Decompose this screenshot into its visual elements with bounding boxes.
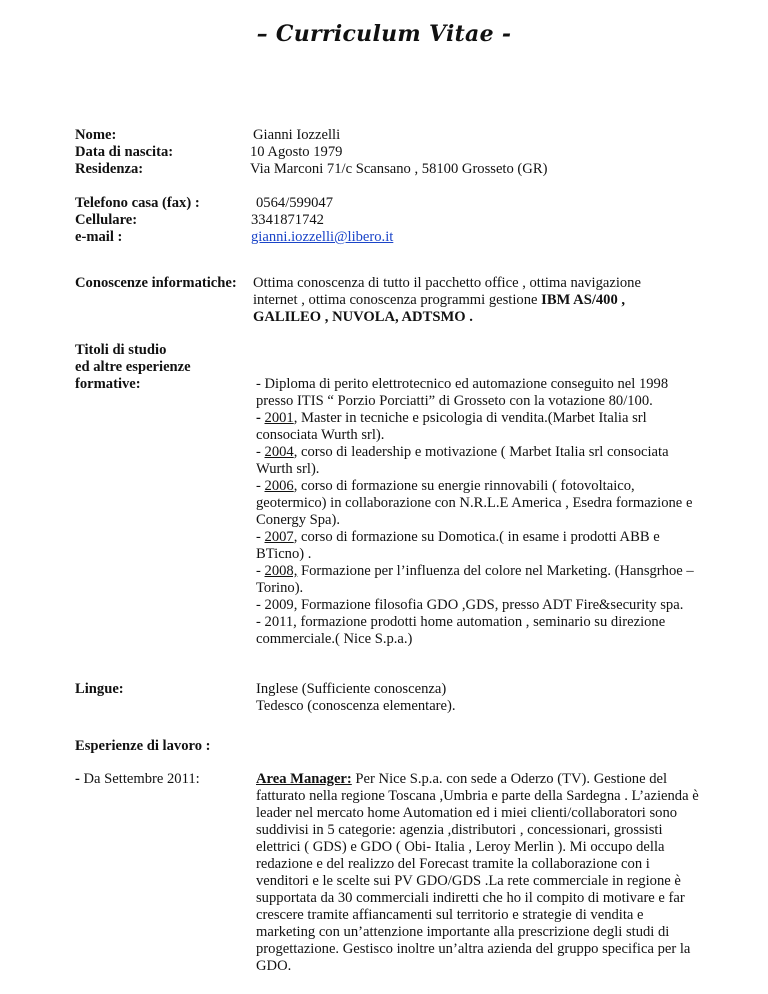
education-year: 2004 — [264, 444, 294, 460]
it-skills-line: Ottima conoscenza di tutto il pacchetto office , ottima navigazione — [253, 275, 641, 291]
residence-label: Residenza: — [75, 161, 144, 177]
education-item: - 2011, formazione prodotti home automation , seminario su direzione commerciale.( Nice S.p.a.) — [256, 614, 666, 647]
education-list — [256, 376, 706, 648]
education-item: - 2007, corso di formazione su Domotica.( in esame i prodotti ABB e BTicno) . — [256, 529, 660, 562]
dob-value: 10 Agosto 1979 — [250, 144, 343, 160]
email-label: e-mail : — [75, 229, 123, 245]
phone-label: Telefono casa (fax) : — [75, 195, 200, 211]
it-skills-line: GALILEO , NUVOLA, ADTSMO . — [253, 309, 473, 325]
education-item: - Diploma di perito elettrotecnico ed automazione conseguito nel 1998 presso ITIS “ Porzio Porciatti” di Grosseto con la votazione 80/100. — [256, 376, 669, 409]
education-year: 2008, — [264, 563, 298, 579]
language-item: Tedesco (conoscenza elementare). — [256, 698, 456, 714]
phone-value: 0564/599047 — [256, 195, 334, 211]
education-year: 2001 — [264, 410, 294, 426]
education-year: 2007 — [264, 529, 294, 545]
name-value: Gianni Iozzelli — [253, 127, 341, 143]
work-period: - Da Settembre 2011: — [75, 771, 200, 787]
mobile-value: 3341871742 — [251, 212, 324, 228]
email-link[interactable]: gianni.iozzelli@libero.it — [251, 229, 394, 245]
it-skills-line: internet , ottima conoscenza programmi gestione IBM AS/400 , — [253, 292, 626, 308]
work-role: Area Manager: — [256, 771, 352, 787]
work-heading: Esperienze di lavoro : — [75, 738, 211, 754]
residence-value: Via Marconi 71/c Scansano , 58100 Grosseto (GR) — [250, 161, 548, 177]
name-label: Nome: — [75, 127, 117, 143]
education-label: Titoli di studio ed altre esperienze formative: — [75, 342, 191, 392]
languages-label: Lingue: — [75, 681, 124, 697]
mobile-label: Cellulare: — [75, 212, 138, 228]
languages-text — [256, 681, 706, 715]
it-skills-text — [253, 275, 703, 326]
work-description: Area Manager: Per Nice S.p.a. con sede a Oderzo (TV). Gestione del fatturato nella regione Toscana ,Umbria e parte della Sardegna . L’azienda è leader nel mercato home Automation ed i miei clienti/collaboratori sono suddivisi in 5 categorie: agenzia ,distributori , concessionari, grossisti elettrici ( GDS) e GDO ( Obi- Italia , Leroy Merlin ). Mi occupo della redazione e del realizzo del Forecast tramite la collaborazione con i venditori e le scelte sui PV GDO/GDS .La rete commerciale in regione è supportata da 30 commerciali indiretti che ho il compito di motivare e far crescere tramite affiancamenti sul territorio e strategie di vendita e marketing con un’attenzione importante alla prescrizione degli studi di progettazione. Gestisco inoltre un’altra azienda del gruppo specifica per la GDO. — [256, 771, 699, 974]
education-item: - 2009, Formazione filosofia GDO ,GDS, presso ADT Fire&security spa. — [256, 597, 684, 613]
language-item: Inglese (Sufficiente conoscenza) — [256, 681, 447, 697]
dob-label: Data di nascita: — [75, 144, 174, 160]
education-item: - 2001, Master in tecniche e psicologia di vendita.(Marbet Italia srl consociata Wurth srl). — [256, 410, 647, 443]
education-year: 2006 — [264, 478, 294, 494]
education-item: - 2008, Formazione per l’influenza del colore nel Marketing. (Hansgrhoe – Torino). — [256, 563, 694, 596]
education-item: - 2006, corso di formazione su energie rinnovabili ( fotovoltaico, geotermico) in collaborazione con N.R.L.E America , Esedra formazione e Conergy Spa). — [256, 478, 693, 528]
document-title: – Curriculum Vitae - — [256, 21, 512, 47]
education-item: - 2004, corso di leadership e motivazione ( Marbet Italia srl consociata Wurth srl). — [256, 444, 669, 477]
it-skills-label: Conoscenze informatiche: — [75, 275, 237, 291]
